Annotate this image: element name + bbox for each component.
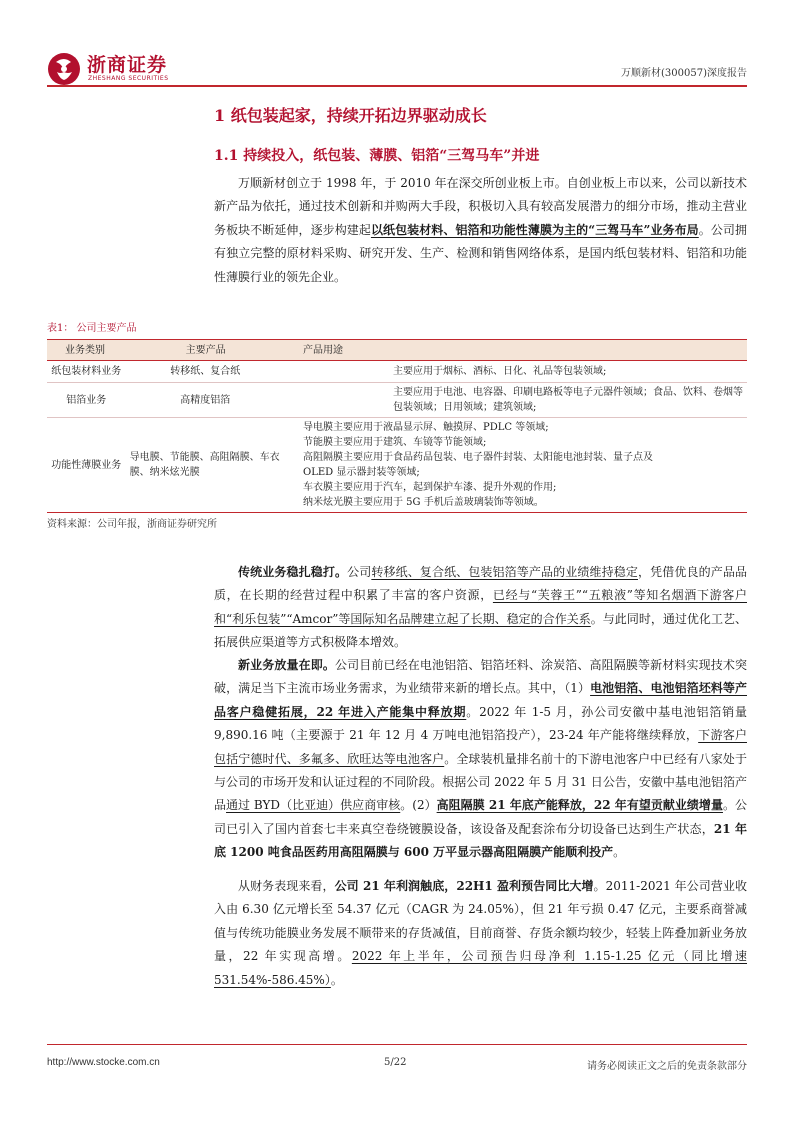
section-heading: 1 纸包装起家，持续开拓边界驱动成长: [214, 106, 487, 125]
para-text: 公司: [347, 565, 372, 579]
table-cell-product: 高精度铝箔: [126, 383, 285, 418]
footer-url-link[interactable]: http://www.stocke.com.cn: [47, 1057, 160, 1068]
table-header-uses: 产品用途: [285, 340, 747, 361]
use-line: 主要应用于电池、电容器、印刷电路板等电子元器件领域；食品、饮料、卷烟等: [393, 387, 743, 398]
table-cell-category: 功能性薄膜业务: [47, 418, 126, 513]
table-caption: 表1： 公司主要产品: [47, 323, 137, 334]
report-title: 万顺新材(300057)深度报告: [621, 68, 747, 79]
intro-text-1: 万顺新材创立于 1998 年，于 2010 年在深交所创业板上市。自创业板上市以来，公司以新技术新产品为依托，通过技术创新和并购两大手段，积极切入具有较高发展潜力的细分市场，推动主营业务板块不断延伸，逐步构建起: [214, 176, 747, 237]
use-line: 车衣膜主要应用于汽车，起到保护车漆、提升外观的作用;: [303, 482, 557, 493]
intro-paragraph: [214, 172, 747, 289]
table-row: [47, 418, 747, 513]
brand-name-en: ZHESHANG SECURITIES: [88, 75, 169, 82]
para-lead: 新业务放量在即。: [238, 658, 335, 672]
para-bold: 21 年底 1200 吨食品医药用高阻隔膜与 600 万平显示器高阻隔膜产能顺利投产: [214, 821, 747, 860]
use-line: 纳米炫光膜主要应用于 5G 手机后盖玻璃装饰等领域。: [303, 497, 544, 508]
use-line: 节能膜主要应用于建筑、车镜等节能领域;: [303, 437, 487, 448]
subsection-heading: 1.1 持续投入，纸包装、薄膜、铝箔“三驾马车”并进: [214, 148, 540, 164]
products-table: [47, 339, 747, 513]
para-text: 。(2）: [400, 798, 437, 813]
intro-highlight: 以纸包装材料、铝箔和功能性薄膜为主的“三驾马车”业务布局: [370, 222, 699, 237]
para-bold: 公司 21 年利润触底，22H1 盈利预告同比大增: [334, 879, 594, 893]
para-text: 。2022 年 1-5 月，孙公司安徽中基电池铝箔销量 9,890.16 吨（主要源于 21 年 12 月 4 万吨电池铝箔投产），23-24 年产能将继续释放，: [214, 704, 747, 743]
table-cell-category: 铝箔业务: [47, 383, 126, 418]
use-line: OLED 显示器封装等领域;: [303, 467, 420, 478]
footer-disclaimer: 请务必阅读正文之后的免责条款部分: [587, 1061, 747, 1072]
use-line: 导电膜主要应用于液晶显示屏、触摸屏、PDLC 等领域;: [303, 422, 549, 433]
para-text: 。: [330, 972, 343, 987]
table-cell-uses: [285, 383, 747, 418]
para-text: 。: [613, 845, 626, 860]
para-text: ，凭借优良的产品品质，在长期的经营过程中积累了丰富的客户资源，: [214, 565, 747, 603]
para-text: 。2011-2021 年公司营业收入由 6.30 亿元增长至 54.37 亿元（CAGR 为 24.05%），但 21 年亏损 0.47 亿元，主要系商誉减值与传统功能膜业务发展不顺带来的存货减值，目前商誉、存货余额均较少，轻装上阵叠加新业务放量，22 年实现高增。: [214, 879, 747, 964]
para-text: 从财务表现来看，: [238, 879, 335, 893]
para-text: 。公司已引入了国内首套七丰来真空卷绕镀膜设备，该设备及配套涂布分切设备已达到生产状态，: [214, 798, 747, 836]
para-text: 。与此同时，通过优化工艺、拓展供应渠道等方式积极降本增效。: [214, 611, 747, 650]
table-source-note: 资料来源：公司年报，浙商证券研究所: [47, 519, 217, 530]
intro-text-2: 。公司拥有独立完整的原材料采购、研究开发、生产、检测和销售网络体系，是国内纸包装材料、铝箔和功能性薄膜行业的领先企业。: [214, 222, 747, 284]
table-cell-uses: [285, 418, 747, 513]
table-cell-category: 纸包装材料业务: [47, 361, 126, 383]
para-underline: 转移纸、复合纸、包装铝箔等产品的业绩维持稳定: [371, 565, 638, 579]
footer-divider: [47, 1044, 747, 1045]
para-text: 。全球装机量排名前十的下游电池客户中已经有八家处于与公司的市场开发和认证过程的不同阶段。根据公司 2022 年 5 月 31 日公告，安徽中基电池铝箔产品: [214, 751, 747, 813]
para-underline: 通过 BYD（比亚迪）供应商审核: [226, 798, 401, 813]
brand-name: 浙商证券: [87, 54, 168, 76]
table-header-product: 主要产品: [126, 340, 285, 361]
use-line: 高阻隔膜主要应用于食品药品包装、电子器件封装、太阳能电池封装、量子点及: [303, 452, 653, 463]
para-underline: 下游客户包括宁德时代、多氟多、欣旺达等电池客户: [214, 728, 747, 766]
use-line: 包装领域；日用领域；建筑领域;: [393, 402, 537, 413]
table-header-row: [47, 340, 747, 361]
para-lead: 传统业务稳扎稳打。: [238, 565, 348, 579]
page-number: 5/22: [384, 1057, 407, 1068]
use-line: 主要应用于烟标、酒标、日化、礼品等包装领域;: [393, 366, 607, 377]
table-cell-product: 转移纸、复合纸: [126, 361, 285, 383]
para-bold-underline: 电池铝箔、电池铝箔坯料等产品客户稳健拓展，22 年进入产能集中释放期: [214, 681, 747, 719]
para-bold-underline: 高阻隔膜 21 年底产能释放，22 年有望贡献业绩增量: [436, 798, 723, 813]
para-underline: 已经与“芙蓉王”“五粮液”等知名烟酒下游客户和“利乐包装”“Amcor”等国际知名品牌建立起了长期、稳定的合作关系: [214, 588, 747, 626]
table-cell-product: 导电膜、节能膜、高阻隔膜、车衣膜、纳米炫光膜: [126, 418, 285, 513]
traditional-business-paragraph: [214, 561, 747, 655]
table-row: [47, 361, 747, 383]
financial-paragraph: [214, 875, 747, 992]
para-underline: 2022 年上半年，公司预告归母净利 1.15-1.25 亿元（同比增速 531.54%-586.45%）: [214, 949, 747, 987]
header-divider: [47, 85, 747, 87]
zheshang-logo-icon: [47, 52, 81, 86]
para-text: 公司目前已经在电池铝箔、铝箔坯料、涂炭箔、高阻隔膜等新材料实现技术突破，满足当下主流市场业务需求，为业绩带来新的增长点。其中，（1）: [214, 658, 747, 696]
table-row: [47, 383, 747, 418]
new-business-paragraph: [214, 654, 747, 865]
table-cell-uses: [285, 361, 747, 383]
table-header-category: 业务类别: [47, 340, 126, 361]
